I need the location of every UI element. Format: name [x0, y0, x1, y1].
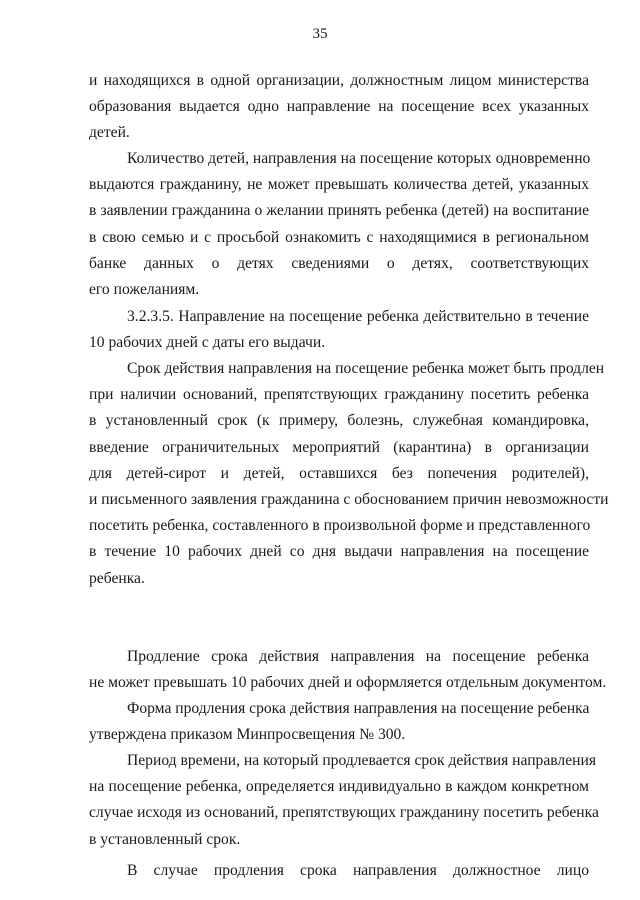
paragraph	[89, 748, 599, 853]
text-line: не может превышать 10 рабочих дней и оформляется отдельным документом.	[89, 674, 607, 692]
text-line: в свою семью и с просьбой ознакомить с находящимися в региональном	[89, 228, 589, 246]
text-line: утверждена приказом Минпросвещения № 300.	[89, 726, 406, 744]
text-line: банке данных о детях сведениями о детях, соответствующих	[89, 254, 589, 272]
text-line: в заявлении гражданина о желании принять ребенка (детей) на воспитание	[89, 202, 589, 220]
text-line: Период времени, на который продлевается срок действия направления	[127, 752, 596, 769]
text-line: 3.2.3.5. Направление на посещение ребенка действительно в течение	[127, 308, 589, 325]
text-line: Количество детей, направления на посещение которых одновременно	[127, 150, 591, 167]
paragraph	[89, 644, 607, 696]
text-line: в установленный срок (к примеру, болезнь, служебная командировка,	[89, 412, 589, 430]
text-line: случае исходя из оснований, препятствующих гражданину посетить ребенка	[89, 804, 599, 822]
text-line: Срок действия направления на посещение ребенка может быть продлен	[127, 360, 605, 377]
text-line: на посещение ребенка, определяется индивидуально в каждом конкретном	[89, 778, 589, 796]
text-line: Форма продления срока действия направления на посещение ребенка	[127, 700, 590, 717]
paragraph	[89, 68, 589, 147]
text-line: для детей-сирот и детей, оставшихся без попечения родителей),	[89, 464, 589, 482]
text-line: образования выдается одно направление на посещение всех указанных	[89, 98, 589, 116]
text-line: Продление срока действия направления на посещение ребенка	[127, 648, 589, 665]
page-number: 35	[312, 26, 328, 42]
text-line: ребенка.	[89, 569, 145, 587]
text-line: и находящихся в одной организации, должностным лицом министерства	[89, 72, 589, 89]
paragraph	[89, 858, 589, 884]
text-line: выдаются гражданину, не может превышать количества детей, указанных	[89, 176, 589, 194]
text-line: при наличии оснований, препятствующих гражданину посетить ребенка	[89, 386, 589, 404]
paragraph	[89, 696, 589, 748]
text-line: В случае продления срока направления должностное лицо	[127, 862, 589, 879]
text-line: и письменного заявления гражданина с обоснованием причин невозможности	[89, 491, 609, 509]
paragraph	[89, 356, 609, 592]
text-line: в установленный срок.	[89, 830, 241, 848]
text-line: посетить ребенка, составленного в произвольной форме и представленного	[89, 517, 591, 535]
text-line: детей.	[89, 124, 130, 142]
text-line: его пожеланиям.	[89, 281, 200, 299]
paragraph	[89, 304, 589, 356]
paragraph	[89, 146, 589, 303]
text-line: введение ограничительных мероприятий (карантина) в организации	[89, 438, 589, 456]
text-line: в течение 10 рабочих дней со дня выдачи направления на посещение	[89, 543, 589, 561]
text-line: 10 рабочих дней с даты его выдачи.	[89, 334, 326, 352]
